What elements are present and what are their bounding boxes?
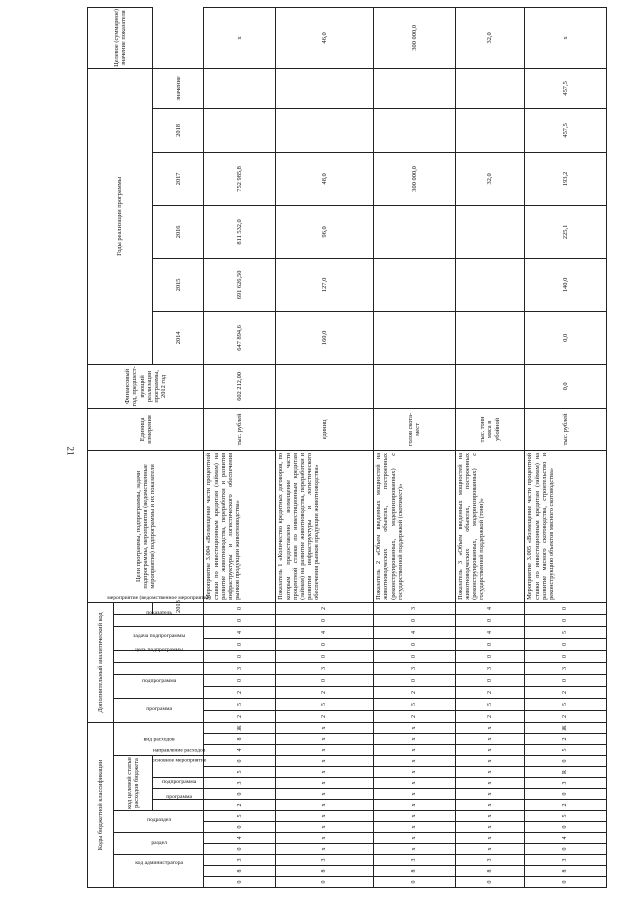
header-kcsr: код целевой статьи расходов бюджета — [113, 756, 153, 811]
analytic-code-digit: 0 — [455, 614, 525, 626]
budget-code-digit: x — [374, 811, 455, 822]
budget-code-digit: 3 — [276, 855, 374, 866]
analytic-code-digit: 0 — [204, 650, 276, 662]
budget-code-digit: 8 — [455, 866, 525, 877]
row-unit: единиц — [276, 408, 374, 450]
row-unit: тыс. рублей — [204, 408, 276, 450]
budget-code-digit: 5 — [204, 811, 276, 822]
row-year-value — [204, 108, 276, 152]
analytic-code-digit: 2 — [525, 710, 607, 722]
header-year-2017: 2017 — [153, 152, 204, 205]
program-table — [87, 7, 607, 888]
row-base-value — [374, 364, 455, 408]
row-year-value: 48,0 — [276, 152, 374, 205]
header-year-2016: 2016 — [153, 205, 204, 258]
budget-code-digit: x — [374, 800, 455, 811]
budget-code-digit: x — [455, 778, 525, 789]
header-a-zadacha-text: задача подпрограммы — [132, 632, 185, 639]
header-a-pokaz — [113, 609, 204, 626]
budget-code-digit: x — [374, 734, 455, 745]
budget-code-digit: 0 — [204, 756, 276, 767]
budget-code-digit: 0 — [276, 877, 374, 888]
header-year-2015: 2015 — [153, 258, 204, 311]
analytic-code-digit: 0 — [204, 638, 276, 650]
budget-code-digit: x — [455, 833, 525, 844]
row-goal-text: Мероприятие 3.005 «Возмещение части процентной ставки по инвестиционным кредитам (займам) на развитие мясного скотоводства, строительство и реконструкцию объектов мясного скотоводства» — [525, 450, 607, 602]
analytic-code-digit: 2 — [525, 686, 607, 698]
row-year-value — [374, 68, 455, 108]
analytic-code-digit: 2 — [276, 602, 374, 614]
row-year-value — [276, 108, 374, 152]
row-target-value: x — [525, 7, 607, 68]
header-napravlenie-text: направление расходов — [152, 747, 206, 754]
budget-code-digit: 3 — [374, 855, 455, 866]
budget-code-digit: R — [525, 767, 607, 778]
header-osnovnoe-text: основное мероприятие — [151, 757, 206, 764]
budget-code-digit: 0 — [204, 844, 276, 855]
analytic-code-digit: 4 — [455, 602, 525, 614]
analytic-code-digit: 0 — [374, 638, 455, 650]
analytic-code-digit: 5 — [276, 698, 374, 710]
budget-code-digit: 0 — [204, 789, 276, 800]
budget-code-digit: 3 — [204, 778, 276, 789]
row-year-value: 752 985,8 — [204, 152, 276, 205]
budget-code-digit: x — [276, 778, 374, 789]
analytic-code-digit: 4 — [455, 626, 525, 638]
header-target-value: значение — [153, 68, 204, 108]
row-year-value: 160,0 — [276, 311, 374, 364]
budget-code-digit: 0 — [204, 822, 276, 833]
header-admin-code — [113, 855, 204, 888]
budget-code-digit: 0 — [525, 789, 607, 800]
header-target: Целевое (суммарное) значение показателя — [88, 7, 153, 68]
row-year-value: 647 894,6 — [204, 311, 276, 364]
budget-code-digit: x — [374, 778, 455, 789]
header-goals: Цели программы, подпрограммы, задачи подпрограммы, мероприятия (ведомственные мероприятия) подпрограммы и их показатели — [88, 450, 204, 602]
budget-code-digit: 4 — [525, 833, 607, 844]
header-a-cel-text: цель подпрограммы — [135, 646, 183, 653]
budget-code-digit: x — [374, 789, 455, 800]
analytic-code-digit: 0 — [204, 614, 276, 626]
budget-code-digit: 3 — [204, 855, 276, 866]
row-unit: тыс. рублей — [525, 408, 607, 450]
budget-code-digit: x — [455, 722, 525, 733]
analytic-code-digit: 0 — [374, 614, 455, 626]
row-base-value: 602 212,00 — [204, 364, 276, 408]
analytic-code-digit: 0 — [455, 674, 525, 686]
table-row — [374, 7, 455, 887]
budget-code-digit: 3 — [455, 855, 525, 866]
row-goal-text: Показатель 2 «Объем введенных мощностей на животноводческих объектах, построенных (реконструированных, модернизированных) с государственной поддержкой (скотомест)» — [374, 450, 455, 602]
analytic-code-digit: 0 — [525, 602, 607, 614]
analytic-code-digit: 2 — [204, 710, 276, 722]
row-year-value — [374, 311, 455, 364]
budget-code-digit: 0 — [525, 756, 607, 767]
budget-code-digit: x — [276, 800, 374, 811]
row-year-value — [455, 258, 525, 311]
budget-code-digit: x — [276, 844, 374, 855]
page-number: 21 — [65, 446, 76, 456]
row-year-value: 127,0 — [276, 258, 374, 311]
budget-code-digit: 5 — [204, 767, 276, 778]
budget-code-digit: 4 — [204, 745, 276, 756]
budget-code-digit: x — [276, 833, 374, 844]
budget-code-digit: x — [455, 767, 525, 778]
analytic-code-digit: 5 — [455, 698, 525, 710]
analytic-code-digit: 3 — [204, 662, 276, 674]
budget-code-digit: x — [374, 767, 455, 778]
header-podrazdel-text: подраздел — [146, 816, 171, 823]
analytic-code-digit: 3 — [374, 662, 455, 674]
budget-code-digit: x — [374, 745, 455, 756]
table-row — [525, 7, 607, 887]
budget-code-digit: 5 — [525, 745, 607, 756]
budget-code-digit: x — [276, 822, 374, 833]
row-year-value: 300 000,0 — [374, 152, 455, 205]
budget-code-digit: 4 — [204, 833, 276, 844]
analytic-code-digit: 2 — [276, 686, 374, 698]
analytic-code-digit: 2 — [374, 710, 455, 722]
budget-code-digit: 3 — [525, 778, 607, 789]
table-row — [204, 7, 276, 887]
row-base-value — [455, 364, 525, 408]
budget-code-digit: x — [276, 745, 374, 756]
header-a-podprog-text: подпрограмма — [141, 677, 177, 684]
budget-code-digit: Ж — [525, 722, 607, 733]
header-podprogramma-text: подпрограмма — [161, 778, 196, 785]
budget-code-digit: x — [276, 734, 374, 745]
budget-code-digit: 0 — [525, 844, 607, 855]
budget-code-digit: x — [455, 800, 525, 811]
analytic-code-digit: 2 — [455, 686, 525, 698]
budget-code-digit: 0 — [455, 877, 525, 888]
analytic-code-digit: 5 — [525, 698, 607, 710]
row-year-value — [204, 68, 276, 108]
table-row — [276, 7, 374, 887]
budget-code-digit: Ж — [204, 722, 276, 733]
header-vid-text: вид расходов — [143, 735, 175, 742]
budget-code-digit: x — [374, 844, 455, 855]
analytic-code-digit: 0 — [525, 638, 607, 650]
header-unit: Единица измерения — [88, 408, 204, 450]
budget-code-digit: 5 — [525, 811, 607, 822]
row-unit: голов скота-мест — [374, 408, 455, 450]
header-razdel — [113, 833, 204, 855]
analytic-code-digit: 0 — [455, 638, 525, 650]
header-years-group: Годы реализации программы — [88, 68, 153, 364]
budget-code-digit: x — [374, 722, 455, 733]
row-year-value: 225,1 — [525, 205, 607, 258]
budget-code-digit: x — [276, 756, 374, 767]
row-goal-text: Мероприятие 3.004 «Возмещение части процентной ставки по инвестиционным кредитам (займам) на развитие животноводства, переработки и развития инфраструктуры и логистического обеспечения рынков продукции животноводства» — [204, 450, 276, 602]
budget-code-digit: x — [455, 844, 525, 855]
header-year-2013: 2013 — [153, 602, 204, 614]
row-goal-text: Показатель 3 «Объем введенных мощностей на животноводческих объектах, построенных (реконструированных, модернизированных) с государственной поддержкой (тонн)» — [455, 450, 525, 602]
budget-code-digit: x — [455, 734, 525, 745]
analytic-code-digit: 2 — [204, 686, 276, 698]
row-year-value: 96,0 — [276, 205, 374, 258]
header-admin-code-text: код администратора — [135, 860, 183, 866]
analytic-code-digit: 3 — [455, 662, 525, 674]
row-base-value: 0,0 — [525, 364, 607, 408]
analytic-code-digit: 4 — [204, 626, 276, 638]
analytic-code-digit: 0 — [276, 638, 374, 650]
row-year-value: 457,5 — [525, 68, 607, 108]
analytic-code-digit: 0 — [525, 614, 607, 626]
analytic-code-digit: 5 — [204, 698, 276, 710]
row-year-value: 691 626,50 — [204, 258, 276, 311]
analytic-code-digit: 5 — [525, 626, 607, 638]
budget-code-digit: 2 — [525, 734, 607, 745]
budget-code-digit: 8 — [374, 866, 455, 877]
budget-code-digit: x — [374, 822, 455, 833]
header-a-prog — [113, 698, 204, 722]
analytic-code-digit: 0 — [374, 650, 455, 662]
program-table-rotated — [87, 8, 607, 888]
header-analytic-code: Дополнительный аналитический код — [88, 602, 114, 722]
analytic-code-digit: 0 — [374, 674, 455, 686]
analytic-code-digit: 0 — [525, 674, 607, 686]
row-year-value: 457,5 — [525, 108, 607, 152]
budget-code-digit: x — [374, 833, 455, 844]
budget-code-digit: x — [276, 722, 374, 733]
budget-code-digit: x — [455, 822, 525, 833]
row-year-value — [455, 205, 525, 258]
header-razdel-text: раздел — [151, 840, 167, 847]
analytic-code-digit: 2 — [455, 710, 525, 722]
analytic-code-digit: 3 — [276, 662, 374, 674]
budget-code-digit: x — [455, 756, 525, 767]
budget-code-digit: 8 — [525, 866, 607, 877]
budget-code-digit: x — [276, 811, 374, 822]
budget-code-digit: 8 — [204, 734, 276, 745]
row-goal-text: Показатель 1 «Количество кредитных договоров, по которым предоставлено возмещение части процентной ставки по инвестиционным кредитам (займам) на развитие животноводства, переработки и развития инфраструктуры и логистического обеспечения рынков продукции животноводства» — [276, 450, 374, 602]
analytic-code-digit: 2 — [374, 686, 455, 698]
analytic-code-digit: 3 — [374, 602, 455, 614]
header-a-cel — [113, 646, 204, 674]
table-row — [455, 7, 525, 887]
row-target-value: 32,0 — [455, 7, 525, 68]
row-year-value: 140,0 — [525, 258, 607, 311]
budget-code-digit: x — [374, 756, 455, 767]
row-year-value: 811 532,0 — [204, 205, 276, 258]
row-year-value — [374, 108, 455, 152]
analytic-code-digit: 0 — [525, 650, 607, 662]
row-year-value: 0,0 — [525, 311, 607, 364]
analytic-code-digit: 0 — [276, 650, 374, 662]
analytic-code-digit: 5 — [374, 698, 455, 710]
analytic-code-digit: 0 — [276, 614, 374, 626]
budget-code-digit: 8 — [276, 866, 374, 877]
header-a-pokaz-text: показатель — [146, 609, 172, 616]
budget-code-digit: 2 — [204, 800, 276, 811]
header-row-1 — [88, 7, 114, 887]
row-year-value — [276, 68, 374, 108]
header-year-2014: 2014 — [153, 311, 204, 364]
row-target-value: 300 000,0 — [374, 7, 455, 68]
analytic-code-digit: 0 — [204, 602, 276, 614]
header-budget-codes: Коды бюджетной классификации — [88, 722, 114, 887]
row-year-value: 193,2 — [525, 152, 607, 205]
header-programma-text: программа — [165, 794, 192, 801]
row-year-value — [455, 68, 525, 108]
analytic-code-digit: 4 — [374, 626, 455, 638]
budget-code-digit: x — [276, 767, 374, 778]
row-unit: тыс. тонн мяса в убойной — [455, 408, 525, 450]
budget-code-digit: x — [455, 811, 525, 822]
budget-code-digit: 0 — [204, 877, 276, 888]
header-programma — [153, 794, 204, 811]
row-year-value — [374, 258, 455, 311]
header-a-merop-text: мероприятие (ведомственное мероприятие) — [107, 594, 211, 601]
row-year-value — [374, 205, 455, 258]
header-base-year: Финансовый год, предшест-вующий реализации программы, 2012 год — [88, 364, 204, 408]
budget-code-digit: 3 — [525, 855, 607, 866]
analytic-code-digit: 0 — [455, 650, 525, 662]
analytic-code-digit: 4 — [276, 626, 374, 638]
budget-code-digit: 0 — [374, 877, 455, 888]
header-a-podprog — [113, 674, 204, 698]
analytic-code-digit: 3 — [525, 662, 607, 674]
row-year-value — [455, 311, 525, 364]
budget-code-digit: x — [276, 789, 374, 800]
budget-code-digit: 8 — [204, 866, 276, 877]
analytic-code-digit: 2 — [276, 710, 374, 722]
budget-code-digit: x — [455, 789, 525, 800]
header-a-prog-text: программа — [146, 706, 172, 712]
header-year-2018: 2018 — [153, 108, 204, 152]
header-podrazdel — [113, 811, 204, 833]
row-base-value — [276, 364, 374, 408]
row-target-value: x — [204, 7, 276, 68]
budget-code-digit: 2 — [525, 800, 607, 811]
budget-code-digit: x — [455, 745, 525, 756]
analytic-code-digit: 0 — [276, 674, 374, 686]
analytic-code-digit: 0 — [204, 674, 276, 686]
row-year-value: 32,0 — [455, 152, 525, 205]
budget-code-digit: 0 — [525, 822, 607, 833]
row-target-value: 46,0 — [276, 7, 374, 68]
row-year-value — [455, 108, 525, 152]
budget-code-digit: 0 — [525, 877, 607, 888]
